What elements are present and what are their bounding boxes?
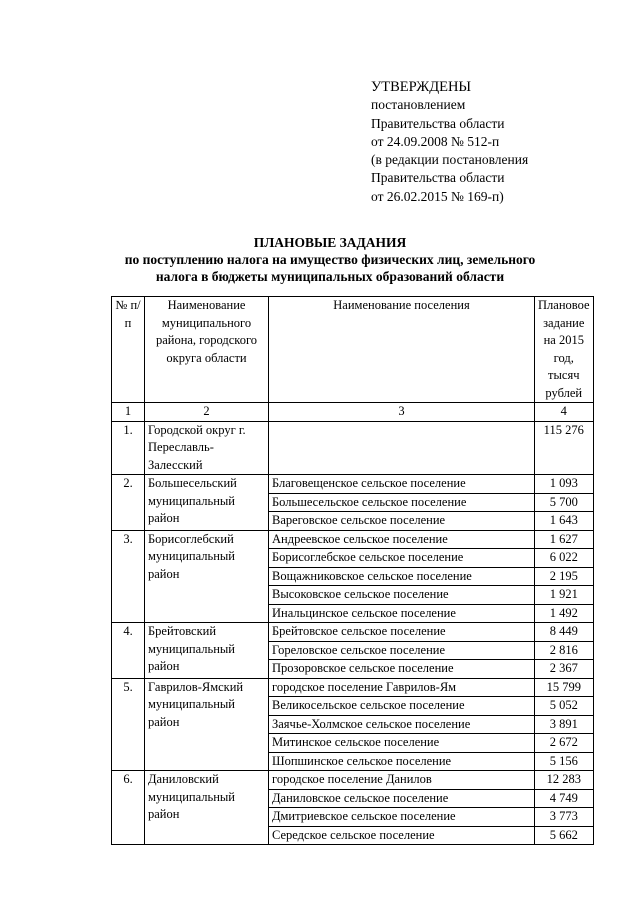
- plan-value: 3 891: [535, 715, 594, 734]
- header-settlement: Наименование поселения: [269, 297, 535, 403]
- table-row: [112, 678, 594, 697]
- settlement-name: городское поселение Гаврилов-Ям: [269, 678, 535, 697]
- approval-line: от 26.02.2015 № 169-п): [371, 188, 504, 204]
- approval-line: Правительства области: [371, 170, 505, 186]
- plan-value: 12 283: [535, 771, 594, 790]
- plan-value: 6 022: [535, 549, 594, 568]
- plan-value: 1 921: [535, 586, 594, 605]
- approval-line: УТВЕРЖДЕНЫ: [371, 79, 472, 95]
- plan-value: 15 799: [535, 678, 594, 697]
- settlement-name: Вощажниковское сельское поселение: [269, 567, 535, 586]
- plan-value: 4 749: [535, 789, 594, 808]
- row-number: 1.: [112, 421, 145, 475]
- table-row: [112, 421, 594, 475]
- plan-value: 5 662: [535, 826, 594, 845]
- settlement-name: Шопшинское сельское поселение: [269, 752, 535, 771]
- header-district: Наименование муниципального района, городского округа области: [145, 297, 269, 403]
- district-name: Гаврилов-Ямский муниципальный район: [145, 678, 269, 771]
- header-plan: Плановое задание на 2015 год, тысяч рублей: [535, 297, 594, 403]
- table-row: [112, 530, 594, 549]
- settlement-name: городское поселение Данилов: [269, 771, 535, 790]
- plan-value: 5 052: [535, 697, 594, 716]
- title-line: по поступлению налога на имущество физических лиц, земельного: [124, 252, 536, 267]
- row-number: 2.: [112, 475, 145, 531]
- settlement-name: Гореловское сельское поселение: [269, 641, 535, 660]
- table-row: [112, 475, 594, 494]
- table-header-row: [112, 297, 594, 403]
- plan-value: 2 367: [535, 660, 594, 679]
- table-row: [112, 771, 594, 790]
- settlement-name: Митинское сельское поселение: [269, 734, 535, 753]
- district-name: Городской округ г. Переславль-Залесский: [145, 421, 269, 475]
- approval-line: постановлением: [371, 97, 466, 113]
- plan-value: 1 627: [535, 530, 594, 549]
- row-number: 5.: [112, 678, 145, 771]
- settlement-name: Великосельское сельское поселение: [269, 697, 535, 716]
- title-line: налога в бюджеты муниципальных образований области: [155, 269, 505, 284]
- header-num: № п/п: [112, 297, 145, 403]
- plan-value: 115 276: [535, 421, 594, 475]
- plan-table: [111, 296, 594, 845]
- column-number: 3: [269, 403, 535, 422]
- plan-value: 8 449: [535, 623, 594, 642]
- settlement-name: Заячье-Холмское сельское поселение: [269, 715, 535, 734]
- district-name: Борисоглебский муниципальный район: [145, 530, 269, 623]
- approval-line: от 24.09.2008 № 512-п: [371, 133, 500, 149]
- plan-value: 2 672: [535, 734, 594, 753]
- settlement-name: Борисоглебское сельское поселение: [269, 549, 535, 568]
- settlement-name: Середское сельское поселение: [269, 826, 535, 845]
- district-name: Большесельский муниципальный район: [145, 475, 269, 531]
- settlement-name: Высоковское сельское поселение: [269, 586, 535, 605]
- settlement-name: [269, 421, 535, 475]
- approval-line: Правительства области: [371, 115, 505, 131]
- column-number: 1: [112, 403, 145, 422]
- plan-value: 1 492: [535, 604, 594, 623]
- plan-value: 1 643: [535, 512, 594, 531]
- title-line: ПЛАНОВЫЕ ЗАДАНИЯ: [253, 235, 407, 250]
- settlement-name: Большесельское сельское поселение: [269, 493, 535, 512]
- document-title: [40, 234, 620, 285]
- row-number: 3.: [112, 530, 145, 623]
- approval-block: [371, 78, 611, 206]
- row-number: 6.: [112, 771, 145, 845]
- plan-value: 3 773: [535, 808, 594, 827]
- district-name: Брейтовский муниципальный район: [145, 623, 269, 679]
- approval-line: (в редакции постановления: [371, 152, 529, 168]
- district-name: Даниловский муниципальный район: [145, 771, 269, 845]
- settlement-name: Прозоровское сельское поселение: [269, 660, 535, 679]
- settlement-name: Андреевское сельское поселение: [269, 530, 535, 549]
- plan-value: 5 156: [535, 752, 594, 771]
- settlement-name: Брейтовское сельское поселение: [269, 623, 535, 642]
- settlement-name: Благовещенское сельское поселение: [269, 475, 535, 494]
- column-number: 2: [145, 403, 269, 422]
- plan-value: 2 816: [535, 641, 594, 660]
- column-number-row: [112, 403, 594, 422]
- row-number: 4.: [112, 623, 145, 679]
- column-number: 4: [535, 403, 594, 422]
- table-row: [112, 623, 594, 642]
- plan-value: 5 700: [535, 493, 594, 512]
- plan-value: 2 195: [535, 567, 594, 586]
- plan-value: 1 093: [535, 475, 594, 494]
- settlement-name: Дмитриевское сельское поселение: [269, 808, 535, 827]
- settlement-name: Вареговское сельское поселение: [269, 512, 535, 531]
- settlement-name: Инальцинское сельское поселение: [269, 604, 535, 623]
- settlement-name: Даниловское сельское поселение: [269, 789, 535, 808]
